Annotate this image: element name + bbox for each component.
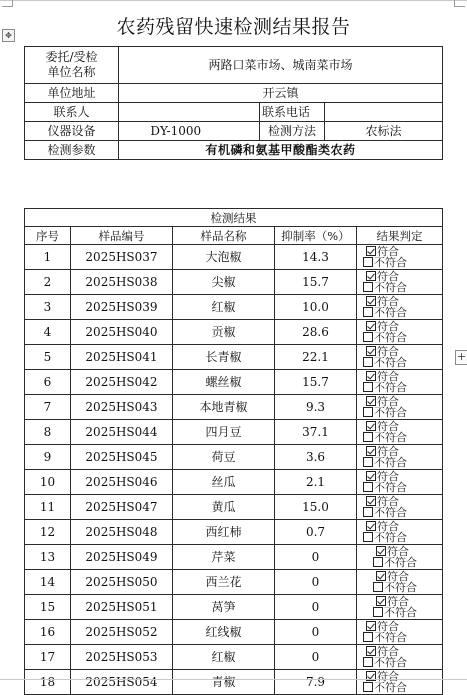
fail-checkbox-icon[interactable] [363,382,373,392]
verdict-fail-option[interactable] [363,357,407,368]
verdict-fail-option-label: 不符合 [374,281,407,294]
fail-checkbox-icon[interactable] [363,332,373,342]
verdict-pass-option-label: 符合 [377,420,399,433]
parameters-row [25,141,443,160]
pass-checkbox-icon[interactable] [366,321,376,331]
inhibition-rate: 0 [275,620,357,645]
result-row [25,395,443,420]
inhibition-rate: 9.3 [275,395,357,420]
sample-id: 2025HS052 [71,620,173,645]
sample-name: 大泡椒 [173,245,275,270]
verdict-fail-option-label: 不符合 [374,331,407,344]
row-number: 7 [25,395,71,420]
instrument-value[interactable]: DY-1000 [119,122,233,141]
inhibition-rate: 22.1 [275,345,357,370]
verdict-fail-option-label: 不符合 [374,681,407,694]
verdict-fail-option[interactable] [363,407,407,418]
address-row [25,84,443,103]
verdict-fail-option[interactable] [363,457,407,468]
row-number: 8 [25,420,71,445]
sample-id: 2025HS050 [71,570,173,595]
verdict-fail-option-label: 不符合 [374,431,407,444]
verdict-fail-option[interactable] [363,682,407,693]
verdict-fail-option-label: 不符合 [374,481,407,494]
verdict-cell [357,245,443,270]
verdict-pass-option-label: 符合 [377,345,399,358]
verdict-options [363,421,407,443]
verdict-options [363,321,407,343]
sample-name: 红椒 [173,645,275,670]
fail-checkbox-icon[interactable] [373,582,383,592]
result-row [25,495,443,520]
report-info-table [24,46,443,160]
verdict-cell [357,545,443,570]
inhibition-rate: 3.6 [275,445,357,470]
verdict-fail-option-label: 不符合 [374,406,407,419]
pass-checkbox-icon[interactable] [376,596,386,606]
result-row [25,645,443,670]
verdict-cell [357,395,443,420]
contact-row [25,103,443,122]
verdict-fail-option[interactable] [363,282,407,293]
sample-id: 2025HS037 [71,245,173,270]
inhibition-rate: 0 [275,570,357,595]
sample-name: 西红柿 [173,520,275,545]
verdict-fail-option-label: 不符合 [384,556,417,569]
results-table [24,208,443,695]
verdict-fail-option-label: 不符合 [374,381,407,394]
pass-checkbox-icon[interactable] [366,521,376,531]
verdict-fail-option[interactable] [363,532,407,543]
verdict-pass-option-label: 符合 [377,645,399,658]
result-row [25,545,443,570]
row-number: 17 [25,645,71,670]
pass-checkbox-icon[interactable] [376,546,386,556]
result-row [25,570,443,595]
inhibition-rate: 2.1 [275,470,357,495]
verdict-fail-option-label: 不符合 [374,356,407,369]
pass-checkbox-icon[interactable] [366,496,376,506]
client-label: 委托/受检 单位名称 [25,47,119,84]
verdict-options [363,621,407,643]
fail-checkbox-icon[interactable] [373,557,383,567]
sample-id: 2025HS053 [71,645,173,670]
result-row [25,670,443,695]
verdict-cell [357,520,443,545]
contact-spacer [233,103,260,122]
verdict-pass-option-label: 符合 [387,595,409,608]
column-header-inhibition-rate: 抑制率（%） [275,227,357,245]
inhibition-rate: 37.1 [275,420,357,445]
results-heading-row [25,209,443,227]
sample-id: 2025HS042 [71,370,173,395]
results-column-header-row [25,227,443,245]
page-bottom-edge [0,676,467,680]
table-move-handle-icon[interactable]: ✥ [2,29,15,42]
inhibition-rate: 15.0 [275,495,357,520]
verdict-options [363,496,407,518]
row-number: 15 [25,595,71,620]
result-row [25,270,443,295]
parameters-label: 检测参数 [25,141,119,160]
fail-checkbox-icon[interactable] [363,432,373,442]
verdict-fail-option[interactable] [363,632,407,643]
pass-checkbox-icon[interactable] [366,296,376,306]
verdict-cell [357,320,443,345]
result-row [25,245,443,270]
inhibition-rate: 14.3 [275,245,357,270]
row-number: 11 [25,495,71,520]
verdict-fail-option[interactable] [363,507,407,518]
sample-name: 丝瓜 [173,470,275,495]
verdict-options [363,371,407,393]
pass-checkbox-icon[interactable] [366,646,376,656]
sample-name: 莴笋 [173,595,275,620]
sample-id: 2025HS045 [71,445,173,470]
report-title: 农药残留快速检测结果报告 [116,16,351,38]
verdict-cell [357,270,443,295]
verdict-pass-option-label: 符合 [377,670,399,683]
verdict-options [363,471,407,493]
sample-name: 尖椒 [173,270,275,295]
result-row [25,445,443,470]
verdict-pass-option-label: 符合 [377,370,399,383]
verdict-pass-option-label: 符合 [377,495,399,508]
verdict-options [363,271,407,293]
fail-checkbox-icon[interactable] [363,407,373,417]
verdict-options [363,246,407,268]
inhibition-rate: 0 [275,545,357,570]
result-row [25,370,443,395]
verdict-options [373,596,417,618]
row-number: 13 [25,545,71,570]
verdict-fail-option-label: 不符合 [374,631,407,644]
pass-checkbox-icon[interactable] [366,346,376,356]
verdict-cell [357,445,443,470]
sample-name: 螺丝椒 [173,370,275,395]
sample-name: 四月豆 [173,420,275,445]
verdict-pass-option-label: 符合 [377,245,399,258]
inhibition-rate: 0 [275,645,357,670]
inhibition-rate: 28.6 [275,320,357,345]
fail-checkbox-icon[interactable] [363,507,373,517]
verdict-fail-option-label: 不符合 [374,256,407,269]
verdict-cell [357,595,443,620]
verdict-fail-option[interactable] [363,382,407,393]
pass-checkbox-icon[interactable] [366,471,376,481]
verdict-options [363,646,407,668]
result-row [25,295,443,320]
phone-label: 联系电话 [260,103,325,122]
sample-name: 红椒 [173,295,275,320]
verdict-options [363,446,407,468]
verdict-fail-option[interactable] [363,432,407,443]
verdict-fail-option[interactable] [363,657,407,668]
verdict-cell [357,470,443,495]
verdict-cell [357,645,443,670]
verdict-options [363,521,407,543]
column-header-no: 序号 [25,227,71,245]
fail-checkbox-icon[interactable] [363,482,373,492]
fail-checkbox-icon[interactable] [363,307,373,317]
fail-checkbox-icon[interactable] [363,357,373,367]
instrument-spacer [233,122,260,141]
inhibition-rate: 15.7 [275,270,357,295]
verdict-pass-option-label: 符合 [377,270,399,283]
fail-checkbox-icon[interactable] [363,682,373,692]
verdict-pass-option-label: 符合 [377,445,399,458]
row-number: 1 [25,245,71,270]
sample-name: 长青椒 [173,345,275,370]
verdict-fail-option-label: 不符合 [374,656,407,669]
pass-checkbox-icon[interactable] [366,421,376,431]
pass-checkbox-icon[interactable] [376,571,386,581]
verdict-pass-option-label: 符合 [377,520,399,533]
sample-id: 2025HS039 [71,295,173,320]
sample-id: 2025HS054 [71,670,173,695]
fail-checkbox-icon[interactable] [373,607,383,617]
row-number: 5 [25,345,71,370]
fail-checkbox-icon[interactable] [363,457,373,467]
row-number: 9 [25,445,71,470]
sample-name: 荷豆 [173,445,275,470]
pass-checkbox-icon[interactable] [366,271,376,281]
row-number: 3 [25,295,71,320]
pass-checkbox-icon[interactable] [366,371,376,381]
add-column-icon[interactable]: + [456,350,467,363]
result-row [25,520,443,545]
pass-checkbox-icon[interactable] [366,446,376,456]
row-number: 12 [25,520,71,545]
pass-checkbox-icon[interactable] [366,621,376,631]
verdict-cell [357,345,443,370]
fail-checkbox-icon[interactable] [363,657,373,667]
fail-checkbox-icon[interactable] [363,282,373,292]
verdict-pass-option-label: 符合 [387,545,409,558]
result-row [25,420,443,445]
results-body [25,245,443,695]
page-top-edge [0,0,467,5]
verdict-pass-option-label: 符合 [377,620,399,633]
instrument-label: 仪器设备 [25,122,119,141]
row-number: 18 [25,670,71,695]
inhibition-rate: 0 [275,595,357,620]
sample-id: 2025HS048 [71,520,173,545]
sample-id: 2025HS046 [71,470,173,495]
sample-id: 2025HS043 [71,395,173,420]
verdict-options [363,296,407,318]
client-row [25,47,443,84]
contact-value[interactable] [119,103,233,122]
row-number: 6 [25,370,71,395]
verdict-pass-option-label: 符合 [377,395,399,408]
sample-name: 贡椒 [173,320,275,345]
sample-name: 本地青椒 [173,395,275,420]
verdict-cell [357,620,443,645]
method-value[interactable]: 农标法 [325,122,443,141]
sample-id: 2025HS049 [71,545,173,570]
column-header-verdict: 结果判定 [357,227,443,245]
verdict-fail-option-label: 不符合 [384,581,417,594]
verdict-cell [357,420,443,445]
page-corner-mark-left [2,0,13,7]
address-label: 单位地址 [25,84,119,103]
verdict-cell [357,670,443,695]
verdict-fail-option-label: 不符合 [374,506,407,519]
verdict-fail-option-label: 不符合 [374,456,407,469]
pass-checkbox-icon[interactable] [366,396,376,406]
inhibition-rate: 15.7 [275,370,357,395]
verdict-options [363,346,407,368]
verdict-fail-option[interactable] [363,482,407,493]
sample-id: 2025HS038 [71,270,173,295]
result-row [25,470,443,495]
sample-id: 2025HS051 [71,595,173,620]
inhibition-rate: 10.0 [275,295,357,320]
verdict-fail-option[interactable] [363,307,407,318]
fail-checkbox-icon[interactable] [363,257,373,267]
verdict-fail-option[interactable] [363,332,407,343]
results-heading: 检测结果 [25,209,443,227]
sample-name: 黄瓜 [173,495,275,520]
verdict-cell [357,370,443,395]
verdict-fail-option[interactable] [373,607,417,618]
fail-checkbox-icon[interactable] [363,532,373,542]
inhibition-rate: 7.9 [275,670,357,695]
method-label: 检测方法 [260,122,325,141]
verdict-cell [357,570,443,595]
verdict-fail-option-label: 不符合 [384,606,417,619]
row-number: 10 [25,470,71,495]
verdict-fail-option-label: 不符合 [374,531,407,544]
verdict-cell [357,295,443,320]
sample-name: 西兰花 [173,570,275,595]
verdict-fail-option[interactable] [373,582,417,593]
row-number: 2 [25,270,71,295]
result-row [25,345,443,370]
verdict-cell [357,495,443,520]
column-header-sample-name: 样品名称 [173,227,275,245]
sample-name: 青椒 [173,670,275,695]
pass-checkbox-icon[interactable] [366,246,376,256]
inhibition-rate: 0.7 [275,520,357,545]
fail-checkbox-icon[interactable] [363,632,373,642]
sample-name: 芹菜 [173,545,275,570]
page-corner-mark-right [454,0,465,7]
verdict-pass-option-label: 符合 [377,320,399,333]
verdict-options [363,671,407,693]
verdict-options [373,571,417,593]
row-number: 14 [25,570,71,595]
contact-label: 联系人 [25,103,119,122]
sample-id: 2025HS040 [71,320,173,345]
address-value[interactable]: 开云镇 [119,84,443,103]
result-row [25,320,443,345]
verdict-fail-option[interactable] [363,257,407,268]
phone-value[interactable] [325,103,443,122]
verdict-pass-option-label: 符合 [377,470,399,483]
result-row [25,595,443,620]
verdict-options [363,396,407,418]
verdict-fail-option[interactable] [373,557,417,568]
sample-id: 2025HS041 [71,345,173,370]
verdict-pass-option-label: 符合 [377,295,399,308]
verdict-fail-option-label: 不符合 [374,306,407,319]
column-header-sample-id: 样品编号 [71,227,173,245]
result-row [25,620,443,645]
row-number: 16 [25,620,71,645]
parameters-value[interactable]: 有机磷和氨基甲酸酯类农药 [119,141,443,160]
sample-name: 红线椒 [173,620,275,645]
client-value[interactable]: 两路口菜市场、城南菜市场 [119,47,443,84]
verdict-options [373,546,417,568]
row-number: 4 [25,320,71,345]
instrument-row [25,122,443,141]
verdict-pass-option-label: 符合 [387,570,409,583]
sample-id: 2025HS044 [71,420,173,445]
sample-id: 2025HS047 [71,495,173,520]
